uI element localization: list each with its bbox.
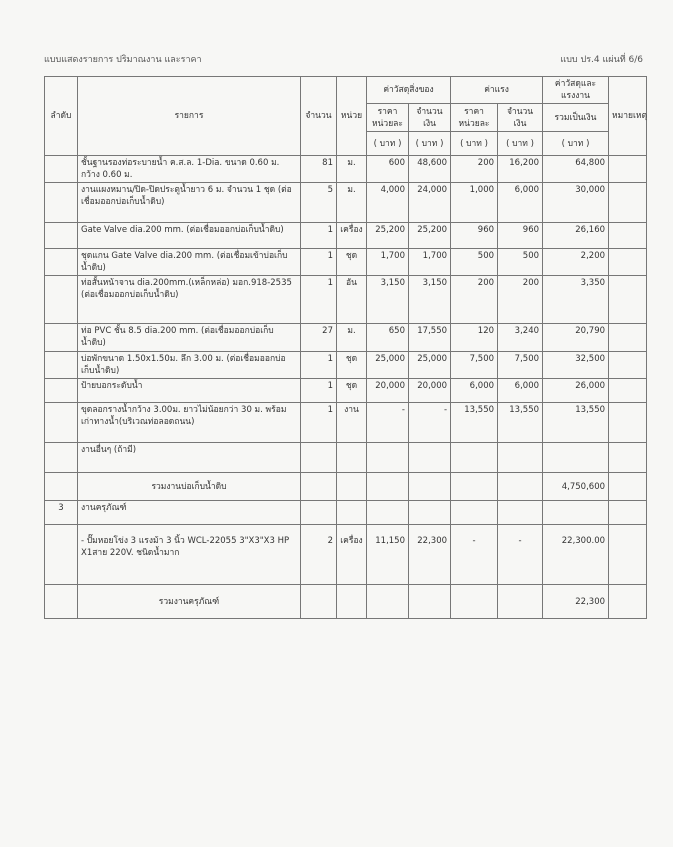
- row-total: 64,800: [543, 156, 609, 183]
- row-mat-price: 25,000: [367, 352, 409, 379]
- header-left: แบบแสดงรายการ ปริมาณงาน และราคา: [44, 55, 202, 65]
- row-mat-price: 650: [367, 324, 409, 352]
- row-item: ขุดลอกรางน้ำกว้าง 3.00ม. ยาวไม่น้อยกว่า 30 ม. พร้อมเก่าทางน้ำ(บริเวณท่อลอดถนน): [78, 403, 301, 443]
- table-row: [45, 223, 647, 249]
- row-mat-price: [367, 443, 409, 473]
- row-lab-price: 6,000: [451, 379, 498, 403]
- row-qty: 5: [301, 183, 337, 223]
- empty-cell: [451, 473, 498, 501]
- row-remark: [609, 525, 647, 585]
- table-row: [45, 403, 647, 443]
- row-item: บ่อพักขนาด 1.50x1.50ม. ลึก 3.00 ม. (ต่อเชื่อมออกบ่อเก็บน้ำดิบ): [78, 352, 301, 379]
- row-no: [45, 276, 78, 324]
- col-unit: หน่วย: [337, 77, 367, 156]
- section-no: 3: [45, 501, 78, 525]
- empty-cell: [337, 473, 367, 501]
- row-remark: [609, 379, 647, 403]
- row-lab-price: 7,500: [451, 352, 498, 379]
- col-lab-amount: จำนวนเงิน: [498, 104, 543, 132]
- empty-cell: [498, 501, 543, 525]
- row-total: 3,350: [543, 276, 609, 324]
- empty-cell: [543, 501, 609, 525]
- row-total: 13,550: [543, 403, 609, 443]
- row-lab-amount: 960: [498, 223, 543, 249]
- row-lab-price: 1,000: [451, 183, 498, 223]
- row-lab-price: 200: [451, 156, 498, 183]
- row-qty: 1: [301, 352, 337, 379]
- col-qty: จำนวน: [301, 77, 337, 156]
- row-remark: [609, 156, 647, 183]
- row-no: [45, 443, 78, 473]
- row-remark: [609, 352, 647, 379]
- row-qty: 1: [301, 276, 337, 324]
- row-qty: 27: [301, 324, 337, 352]
- row-mat-amount: 48,600: [409, 156, 451, 183]
- empty-cell: [451, 501, 498, 525]
- row-lab-price: 200: [451, 276, 498, 324]
- row-qty: [301, 443, 337, 473]
- section-title: งานครุภัณฑ์: [78, 501, 301, 525]
- row-no: [45, 585, 78, 619]
- row-lab-amount: 16,200: [498, 156, 543, 183]
- row-remark: [609, 585, 647, 619]
- row-lab-amount: 7,500: [498, 352, 543, 379]
- row-mat-amount: 3,150: [409, 276, 451, 324]
- table-row: [45, 156, 647, 183]
- row-unit: ชุด: [337, 352, 367, 379]
- row-mat-price: 600: [367, 156, 409, 183]
- row-unit: เครื่อง: [337, 525, 367, 585]
- row-no: [45, 525, 78, 585]
- baht-label: ( บาท ): [543, 132, 609, 156]
- empty-cell: [367, 501, 409, 525]
- col-labor: ค่าแรง: [451, 77, 543, 104]
- row-mat-price: 4,000: [367, 183, 409, 223]
- row-mat-price: 25,200: [367, 223, 409, 249]
- quantity-price-table: [44, 76, 647, 619]
- subtotal-total: 22,300: [543, 585, 609, 619]
- row-total: [543, 443, 609, 473]
- row-total: 2,200: [543, 249, 609, 276]
- table-row: [45, 443, 647, 473]
- empty-cell: [337, 501, 367, 525]
- row-qty: 1: [301, 379, 337, 403]
- table-row: [45, 525, 647, 585]
- empty-cell: [337, 585, 367, 619]
- subtotal-total: 4,750,600: [543, 473, 609, 501]
- empty-cell: [498, 585, 543, 619]
- col-material: ค่าวัสดุสิ่งของ: [367, 77, 451, 104]
- header-right: แบบ ปร.4 แผ่นที่ 6/6: [560, 55, 643, 65]
- subtotal-label: รวมงานบ่อเก็บน้ำดิบ: [78, 473, 301, 501]
- row-item: งานแผงหมาน/ปิด-ปิดประตูน้ำยาว 6 ม. จำนวน 1 ชุด (ต่อเชื่อมออกบ่อเก็บน้ำดิบ): [78, 183, 301, 223]
- row-unit: ม.: [337, 183, 367, 223]
- row-item: ท่อ PVC ชั้น 8.5 dia.200 mm. (ต่อเชื่อมออกบ่อเก็บน้ำดิบ): [78, 324, 301, 352]
- row-qty: 1: [301, 249, 337, 276]
- row-lab-amount: -: [498, 525, 543, 585]
- table-row: [45, 352, 647, 379]
- subtotal-row: [45, 585, 647, 619]
- empty-cell: [367, 585, 409, 619]
- row-lab-amount: 200: [498, 276, 543, 324]
- row-no: [45, 379, 78, 403]
- row-remark: [609, 183, 647, 223]
- table-row: [45, 249, 647, 276]
- row-no: [45, 183, 78, 223]
- row-total: 22,300.00: [543, 525, 609, 585]
- row-no: [45, 352, 78, 379]
- empty-cell: [409, 585, 451, 619]
- table-row: [45, 324, 647, 352]
- row-mat-price: -: [367, 403, 409, 443]
- row-no: [45, 403, 78, 443]
- row-remark: [609, 403, 647, 443]
- row-lab-amount: 13,550: [498, 403, 543, 443]
- subtotal-row: [45, 473, 647, 501]
- table-row: [45, 276, 647, 324]
- row-lab-price: 13,550: [451, 403, 498, 443]
- row-item: - ปั๊มหอยโข่ง 3 แรงม้า 3 นิ้ว WCL-22055 3"X3"X3 HP X1สาย 220V. ชนิดน้ำมาก: [78, 525, 301, 585]
- row-total: 26,160: [543, 223, 609, 249]
- row-lab-amount: [498, 443, 543, 473]
- empty-cell: [451, 585, 498, 619]
- row-total: 32,500: [543, 352, 609, 379]
- subtotal-label: รวมงานครุภัณฑ์: [78, 585, 301, 619]
- row-mat-amount: -: [409, 403, 451, 443]
- row-qty: 2: [301, 525, 337, 585]
- row-lab-price: [451, 443, 498, 473]
- row-mat-amount: 17,550: [409, 324, 451, 352]
- row-qty: 1: [301, 223, 337, 249]
- col-lab-unit-price: ราคาหน่วยละ: [451, 104, 498, 132]
- row-lab-price: 120: [451, 324, 498, 352]
- row-lab-price: -: [451, 525, 498, 585]
- row-lab-price: 500: [451, 249, 498, 276]
- row-total: 30,000: [543, 183, 609, 223]
- row-item: ป้ายบอกระดับน้ำ: [78, 379, 301, 403]
- col-total-amount: รวมเป็นเงิน: [543, 104, 609, 132]
- row-mat-price: 3,150: [367, 276, 409, 324]
- empty-cell: [367, 473, 409, 501]
- empty-cell: [301, 585, 337, 619]
- row-no: [45, 156, 78, 183]
- row-mat-amount: 24,000: [409, 183, 451, 223]
- row-mat-amount: 1,700: [409, 249, 451, 276]
- row-lab-amount: 500: [498, 249, 543, 276]
- row-total: 26,000: [543, 379, 609, 403]
- empty-cell: [609, 501, 647, 525]
- row-unit: ชุด: [337, 249, 367, 276]
- row-lab-amount: 6,000: [498, 379, 543, 403]
- row-unit: ชุด: [337, 379, 367, 403]
- col-no: ลำดับ: [45, 77, 78, 156]
- row-qty: 81: [301, 156, 337, 183]
- row-mat-price: 11,150: [367, 525, 409, 585]
- table-row: [45, 379, 647, 403]
- row-unit: ม.: [337, 324, 367, 352]
- row-unit: อัน: [337, 276, 367, 324]
- row-remark: [609, 324, 647, 352]
- row-mat-amount: 25,200: [409, 223, 451, 249]
- col-mat-amount: จำนวนเงิน: [409, 104, 451, 132]
- baht-label: ( บาท ): [367, 132, 409, 156]
- row-remark: [609, 249, 647, 276]
- empty-cell: [301, 501, 337, 525]
- row-remark: [609, 473, 647, 501]
- row-mat-amount: 20,000: [409, 379, 451, 403]
- row-unit: ม.: [337, 156, 367, 183]
- row-lab-amount: 3,240: [498, 324, 543, 352]
- row-no: [45, 223, 78, 249]
- baht-label: ( บาท ): [451, 132, 498, 156]
- baht-label: ( บาท ): [498, 132, 543, 156]
- row-item: ชุดแกน Gate Valve dia.200 mm. (ต่อเชื่อมเข้าบ่อเก็บน้ำดิบ): [78, 249, 301, 276]
- row-unit: เครื่อง: [337, 223, 367, 249]
- row-no: [45, 324, 78, 352]
- empty-cell: [409, 473, 451, 501]
- row-mat-amount: [409, 443, 451, 473]
- table-row: [45, 183, 647, 223]
- empty-cell: [301, 473, 337, 501]
- row-unit: [337, 443, 367, 473]
- row-lab-amount: 6,000: [498, 183, 543, 223]
- row-mat-amount: 22,300: [409, 525, 451, 585]
- col-remark: หมายเหตุ: [609, 77, 647, 156]
- row-remark: [609, 223, 647, 249]
- col-total: ค่าวัสดุและแรงงาน: [543, 77, 609, 104]
- row-no: [45, 249, 78, 276]
- row-mat-price: 20,000: [367, 379, 409, 403]
- row-mat-price: 1,700: [367, 249, 409, 276]
- empty-cell: [498, 473, 543, 501]
- row-total: 20,790: [543, 324, 609, 352]
- row-remark: [609, 443, 647, 473]
- baht-label: ( บาท ): [409, 132, 451, 156]
- row-item: Gate Valve dia.200 mm. (ต่อเชื่อมออกบ่อเก็บน้ำดิบ): [78, 223, 301, 249]
- row-item: ท่อสั้นหน้าจาน dia.200mm.(เหล็กหล่อ) มอก.918-2535 (ต่อเชื่อมออกบ่อเก็บน้ำดิบ): [78, 276, 301, 324]
- row-unit: งาน: [337, 403, 367, 443]
- col-item: รายการ: [78, 77, 301, 156]
- row-no: [45, 473, 78, 501]
- row-item: ชั้นฐานรองท่อระบายน้ำ ค.ส.ล. 1-Dia. ขนาด 0.60 ม. กว้าง 0.60 ม.: [78, 156, 301, 183]
- row-mat-amount: 25,000: [409, 352, 451, 379]
- row-item: งานอื่นๆ (ถ้ามี): [78, 443, 301, 473]
- row-lab-price: 960: [451, 223, 498, 249]
- row-remark: [609, 276, 647, 324]
- col-mat-unit-price: ราคาหน่วยละ: [367, 104, 409, 132]
- section-row: [45, 501, 647, 525]
- row-qty: 1: [301, 403, 337, 443]
- empty-cell: [409, 501, 451, 525]
